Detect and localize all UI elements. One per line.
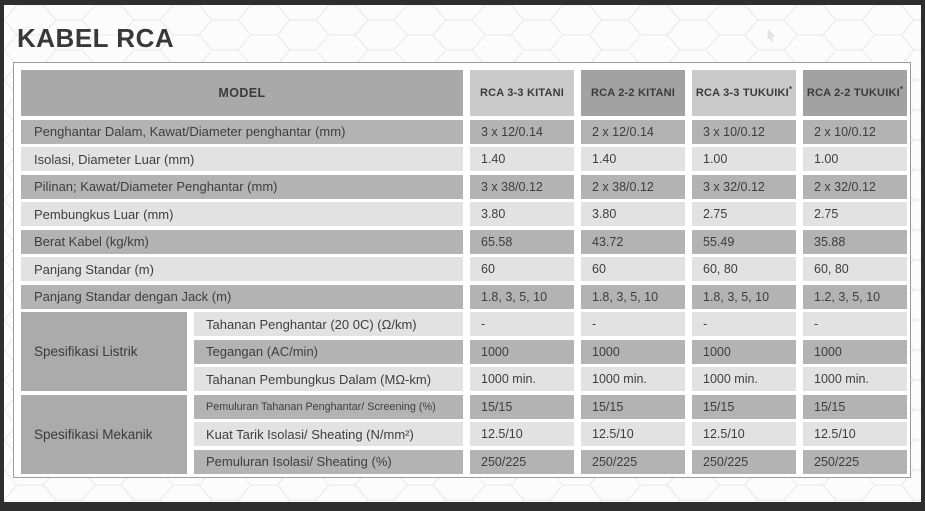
table-cell: 1.8, 3, 5, 10 xyxy=(692,285,796,309)
table-cell: 1.8, 3, 5, 10 xyxy=(470,285,574,309)
table-cell: 1000 min. xyxy=(581,367,685,391)
table-cell: 60 xyxy=(470,257,574,281)
table-cell: 3 x 12/0.14 xyxy=(470,120,574,144)
row-label: Tahanan Pembungkus Dalam (MΩ-km) xyxy=(194,367,463,391)
column-header-rca-3-3-kitani xyxy=(470,70,574,116)
table-cell: 60, 80 xyxy=(692,257,796,281)
row-label: Isolasi, Diameter Luar (mm) xyxy=(21,147,463,171)
table-cell: 1000 xyxy=(470,340,574,364)
spec-table xyxy=(21,70,910,474)
row-label: Pemuluran Tahanan Penghantar/ Screening (%) xyxy=(194,395,463,419)
table-cell: - xyxy=(803,312,907,336)
table-cell: 1000 xyxy=(692,340,796,364)
table-cell: 1000 xyxy=(581,340,685,364)
column-header-label: RCA 3-3 KITANI xyxy=(479,87,565,99)
row-label: Pembungkus Luar (mm) xyxy=(21,202,463,226)
row-label: Penghantar Dalam, Kawat/Diameter penghantar (mm) xyxy=(21,120,463,144)
table-cell: 60, 80 xyxy=(803,257,907,281)
table-cell: 1.40 xyxy=(470,147,574,171)
table-cell: 65.58 xyxy=(470,230,574,254)
table-cell: 3.80 xyxy=(470,202,574,226)
table-cell: 250/225 xyxy=(803,450,907,474)
table-cell: 1000 min. xyxy=(692,367,796,391)
row-label: Kuat Tarik Isolasi/ Sheating (N/mm²) xyxy=(194,422,463,446)
column-header-rca-2-2-kitani xyxy=(581,70,685,116)
table-cell: 43.72 xyxy=(581,230,685,254)
model-header-cell: MODEL xyxy=(21,70,463,116)
table-cell: 12.5/10 xyxy=(581,422,685,446)
row-label: Tegangan (AC/min) xyxy=(194,340,463,364)
table-cell: 3 x 10/0.12 xyxy=(692,120,796,144)
column-header-label: RCA 2-2 TUKUIKI xyxy=(806,87,900,99)
table-cell: - xyxy=(581,312,685,336)
spec-table-panel xyxy=(13,62,911,478)
table-cell: 12.5/10 xyxy=(692,422,796,446)
table-cell: 3.80 xyxy=(581,202,685,226)
row-label: Berat Kabel (kg/km) xyxy=(21,230,463,254)
table-cell: 15/15 xyxy=(803,395,907,419)
table-cell: 250/225 xyxy=(581,450,685,474)
column-header-rca-3-3-tukuiki: RCA 3-3 TUKUIKI * xyxy=(692,70,796,116)
table-cell: 250/225 xyxy=(470,450,574,474)
table-cell: 1.00 xyxy=(692,147,796,171)
table-cell: 15/15 xyxy=(581,395,685,419)
table-cell: 1000 min. xyxy=(803,367,907,391)
table-cell: 15/15 xyxy=(470,395,574,419)
table-cell: 2 x 32/0.12 xyxy=(803,175,907,199)
table-cell: 12.5/10 xyxy=(803,422,907,446)
table-cell: 60 xyxy=(581,257,685,281)
column-header-rca-2-2-tukuiki: RCA 2-2 TUKUIKI * xyxy=(803,70,907,116)
table-cell: 1000 min. xyxy=(470,367,574,391)
row-label: Pilinan; Kawat/Diameter Penghantar (mm) xyxy=(21,175,463,199)
mouse-cursor-icon xyxy=(767,30,777,42)
table-cell: 1000 xyxy=(803,340,907,364)
table-cell: 1.40 xyxy=(581,147,685,171)
group-label-spesifikasi-listrik: Spesifikasi Listrik xyxy=(21,312,187,391)
table-cell: 2 x 12/0.14 xyxy=(581,120,685,144)
row-label: Pemuluran Isolasi/ Sheating (%) xyxy=(194,450,463,474)
table-cell: 12.5/10 xyxy=(470,422,574,446)
row-label: Panjang Standar dengan Jack (m) xyxy=(21,285,463,309)
column-header-label: RCA 3-3 TUKUIKI xyxy=(695,87,789,99)
column-header-label: RCA 2-2 KITANI xyxy=(590,87,676,99)
table-cell: 1.8, 3, 5, 10 xyxy=(581,285,685,309)
table-cell: - xyxy=(692,312,796,336)
table-cell: 2 x 38/0.12 xyxy=(581,175,685,199)
table-cell: 35.88 xyxy=(803,230,907,254)
page-title: KABEL RCA xyxy=(17,23,175,53)
table-cell: 3 x 32/0.12 xyxy=(692,175,796,199)
row-label: Tahanan Penghantar (20 0C) (Ω/km) xyxy=(194,312,463,336)
table-cell: 2 x 10/0.12 xyxy=(803,120,907,144)
table-cell: 1.2, 3, 5, 10 xyxy=(803,285,907,309)
table-cell: 3 x 38/0.12 xyxy=(470,175,574,199)
row-label: Panjang Standar (m) xyxy=(21,257,463,281)
table-cell: 1.00 xyxy=(803,147,907,171)
table-cell: 2.75 xyxy=(803,202,907,226)
table-cell: 15/15 xyxy=(692,395,796,419)
table-cell: 55.49 xyxy=(692,230,796,254)
table-cell: - xyxy=(470,312,574,336)
table-cell: 2.75 xyxy=(692,202,796,226)
table-cell: 250/225 xyxy=(692,450,796,474)
group-label-spesifikasi-mekanik: Spesifikasi Mekanik xyxy=(21,395,187,474)
